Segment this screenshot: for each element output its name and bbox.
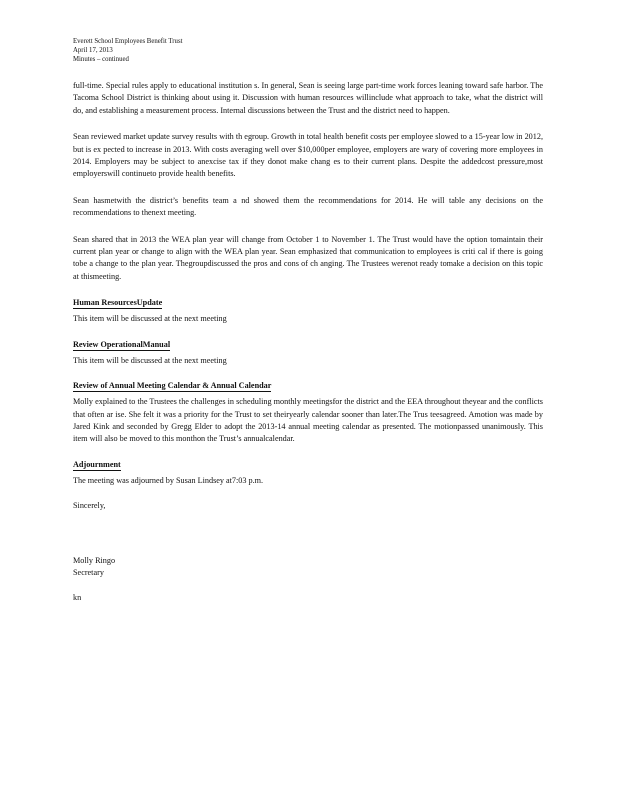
section-text: This item will be discussed at the next meeting: [73, 314, 227, 324]
header-date: April 17, 2013: [73, 47, 113, 54]
section-heading: Review OperationalManual: [73, 339, 171, 349]
section-operational-manual: [73, 339, 543, 367]
paragraph-market-survey: Sean reviewed market update survey results with th egroup. Growth in total health benefit costs per employee slowed to a 15-year low in 2012, but is ex pected to increase in 2013. With costs averaging well over $10,000per employee, employers are wary of covering more employees in 2014. Employers may be subject to anexcise tax if they donot make chang es to their current plans. Despite the addedcost pressure,most employerswill continueto provide health benefits.: [73, 132, 543, 179]
salutation: Sincerely,: [73, 501, 106, 511]
signer-title: Secretary: [73, 567, 104, 577]
section-text: The meeting was adjourned by Susan Lindsey at7:03 p.m.: [73, 475, 264, 485]
paragraph-recommendations: Sean hasmetwith the district’s benefits team a nd showed them the recommendations for 2014. He will table any decisions on the recommendations to thenext meeting.: [73, 195, 543, 218]
signature-space: [73, 513, 543, 555]
signer-name: Molly Ringo: [73, 555, 116, 565]
section-human-resources: [73, 297, 543, 325]
section-text: Molly explained to the Trustees the challenges in scheduling monthly meetingsfor the district and the EEA throughout theyear and the conflicts that often ar ise. She felt it was a priority for the Trust to set theiryearly calendar sooner than later.The Trus teesagreed. Amotion was made by Jared Kink and seconded by Gregg Elder to adopt the 2013-14 annual meeting calendar as presented. The motionpassed unanimously. This item will also be moved to this monthon the Trust’s annualcalendar.: [73, 397, 543, 444]
paragraph-part-time-work: full-time. Special rules apply to educational institution s. In general, Sean is seeing large part-time work forces leaning toward safe harbor. The Tacoma School District is thinking about using it. Discussion with human resources willinclude what approach to take, what the district will do, and establishing a measurement process. Internal discussions between the Trust and the district need to happen.: [73, 81, 543, 115]
header-minutes-continued: Minutes – continued: [73, 56, 129, 63]
header-organization: Everett School Employees Benefit Trust: [73, 38, 183, 45]
section-adjournment: [73, 459, 543, 487]
section-heading: Human ResourcesUpdate: [73, 298, 163, 308]
typist-initials: kn: [73, 593, 82, 603]
section-text: This item will be discussed at the next meeting: [73, 355, 227, 365]
section-meeting-calendar: [73, 380, 543, 446]
section-heading: Review of Annual Meeting Calendar & Annual Calendar: [73, 381, 272, 391]
paragraph-wea-plan-year: Sean shared that in 2013 the WEA plan year will change from October 1 to November 1. The Trust would have the option tomaintain their current plan year or change to align with the WEA plan year. Sean emphasized that communication to employees is criti cal if there is going tobe a change to the plan year. Thegroupdiscussed the pros and cons of ch anging. The Trustees werenot ready tomake a decision on this topic at thismeeting.: [73, 234, 543, 281]
section-heading: Adjournment: [73, 459, 121, 469]
running-header: [73, 37, 183, 64]
document-body: [73, 80, 543, 605]
